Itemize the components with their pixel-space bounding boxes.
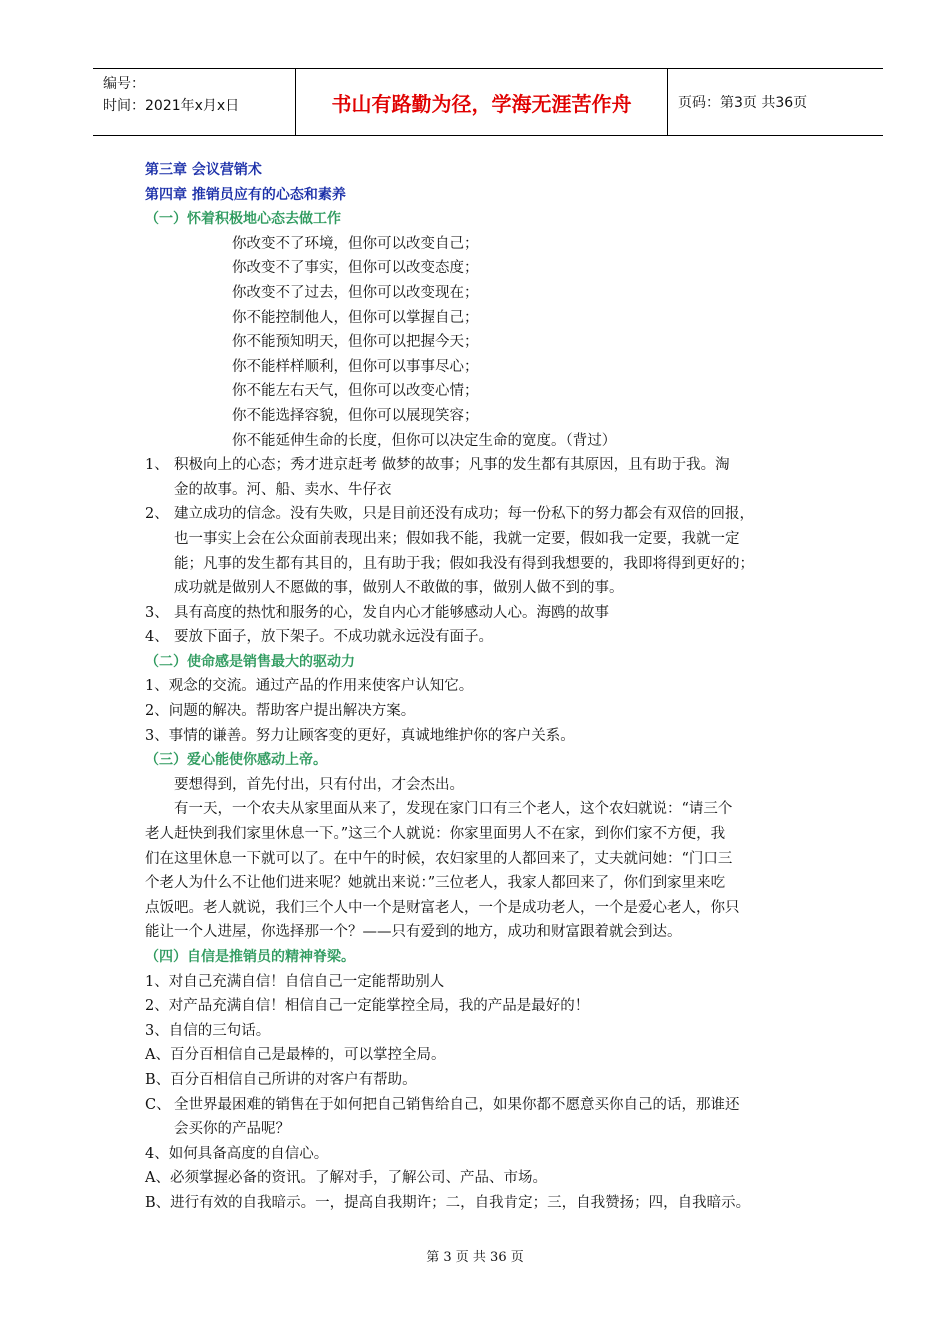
list-number: 3、 <box>145 604 169 621</box>
story-line: 能让一个人进屋，你选择那一个？——只有爱到的地方，成功和财富跟着就会到达。 <box>145 924 682 941</box>
list-item: 2、对产品充满自信！相信自己一定能掌控全局，我的产品是最好的！ <box>145 998 590 1015</box>
number-label: 编号： <box>103 76 145 92</box>
list-item <box>145 625 845 650</box>
story-line: 们在这里休息一下就可以了。在中午的时候，农妇家里的人都回来了，丈夫就问她：“门口三 <box>145 850 733 867</box>
story-line: 点饭吧。老人就说，我们三个人中一个是财富老人，一个是成功老人，一个是爱心老人，你只 <box>145 899 740 916</box>
poem-line: 你不能预知明天，但你可以把握今天； <box>232 334 479 351</box>
poem-line: 你不能延伸生命的长度，但你可以决定生命的宽度。（背过） <box>232 432 617 449</box>
poem-line: 你不能控制他人，但你可以掌握自己； <box>232 309 479 326</box>
chapter-heading: 第三章 会议营销术 <box>145 162 262 178</box>
list-item <box>145 502 845 527</box>
paragraph: 要想得到，首先付出，只有付出，才会杰出。 <box>174 776 464 793</box>
poem-line: 你不能选择容貌，但你可以展现笑容； <box>232 407 479 424</box>
list-item: B、百分百相信自己所讲的对客户有帮助。 <box>145 1071 417 1088</box>
document-body <box>145 158 845 1216</box>
list-number: 2、 <box>145 506 169 523</box>
section-heading: （二）使命感是销售最大的驱动力 <box>145 653 355 670</box>
list-item: 3、事情的谦善。努力让顾客变的更好，真诚地维护你的客户关系。 <box>145 727 575 744</box>
list-number: C、 <box>145 1096 171 1113</box>
chapter-heading: 第四章 推销员应有的心态和素养 <box>145 186 346 203</box>
header-page-info: 页码：第3页 共36页 <box>678 95 808 111</box>
list-text: 积极向上的心态；秀才进京赶考 做梦的故事；凡事的发生都有其原因，且有助于我。淘 <box>174 457 730 474</box>
poem-line: 你不能左右天气，但你可以改变心情； <box>232 383 479 400</box>
story-line: 有一天，一个农夫从家里面从来了，发现在家门口有三个老人，这个农妇就说：“请三个 <box>174 801 733 818</box>
list-text-continued: 能；凡事的发生都有其目的，且有助于我；假如我没有得到我想要的，我即将得到更好的； <box>174 555 754 572</box>
story-line: 老人赶快到我们家里休息一下。”这三个人就说：你家里面男人不在家，到你们家不方便，我 <box>145 826 726 843</box>
list-number: 4、 <box>145 629 169 646</box>
list-text: 具有高度的热忱和服务的心，发自内心才能够感动人心。海鸥的故事 <box>174 604 609 621</box>
list-item: B、进行有效的自我暗示。一，提高自我期许；二，自我肯定；三，自我赞扬；四，自我暗示。 <box>145 1194 751 1211</box>
poem-line: 你改变不了过去，但你可以改变现在； <box>232 284 479 301</box>
list-item: A、百分百相信自己是最棒的，可以掌控全局。 <box>145 1047 446 1064</box>
list-item: 4、如何具备高度的自信心。 <box>145 1145 329 1162</box>
story-line: 个老人为什么不让他们进来呢？她就出来说：”三位老人，我家人都回来了，你们到家里来吃 <box>145 875 726 892</box>
section-heading: （四）自信是推销员的精神脊梁。 <box>145 949 355 965</box>
list-text-continued: 成功就是做别人不愿做的事，做别人不敢做的事，做别人做不到的事。 <box>174 580 624 597</box>
poem-line: 你不能样样顺利，但你可以事事尽心； <box>232 358 479 375</box>
header-motto: 书山有路勤为径，学海无涯苦作舟 <box>295 69 668 135</box>
list-item: 1、对自己充满自信！自信自己一定能帮助别人 <box>145 973 445 990</box>
list-item: A、必须掌握必备的资讯。了解对手，了解公司、产品、市场。 <box>145 1170 547 1187</box>
section-heading: （三）爱心能使你感动上帝。 <box>145 752 327 769</box>
list-number: 1、 <box>145 457 169 474</box>
list-item <box>145 601 845 626</box>
poem-line: 你改变不了环境，但你可以改变自己； <box>232 235 479 252</box>
list-text: 要放下面子，放下架子。不成功就永远没有面子。 <box>174 629 493 646</box>
list-text: 建立成功的信念。没有失败，只是目前还没有成功；每一份私下的努力都会有双倍的回报， <box>174 506 754 523</box>
page-footer: 第 3 页 共 36 页 <box>426 1250 524 1265</box>
section-heading: （一）怀着积极地心态去做工作 <box>145 211 341 228</box>
time-label: 时间：2021年x月x日 <box>103 98 240 114</box>
list-text-continued: 金的故事。河、船、卖水、牛仔衣 <box>174 481 392 498</box>
header-meta <box>93 69 295 135</box>
list-item <box>145 1093 845 1118</box>
poem-line: 你改变不了事实，但你可以改变态度； <box>232 260 479 277</box>
list-item: 1、观念的交流。通过产品的作用来使客户认知它。 <box>145 678 474 695</box>
list-item: 3、自信的三句话。 <box>145 1022 271 1039</box>
list-text-continued: 也一事实上会在公众面前表现出来；假如我不能，我就一定要，假如我一定要，我就一定 <box>174 530 740 547</box>
list-item: 2、问题的解决。帮助客户提出解决方案。 <box>145 703 416 720</box>
list-item <box>145 453 845 478</box>
list-text: 全世界最困难的销售在于如何把自己销售给自己，如果你都不愿意买你自己的话，那谁还 <box>174 1096 740 1113</box>
header-table <box>93 68 883 136</box>
list-text-continued: 会买你的产品呢？ <box>174 1121 290 1138</box>
